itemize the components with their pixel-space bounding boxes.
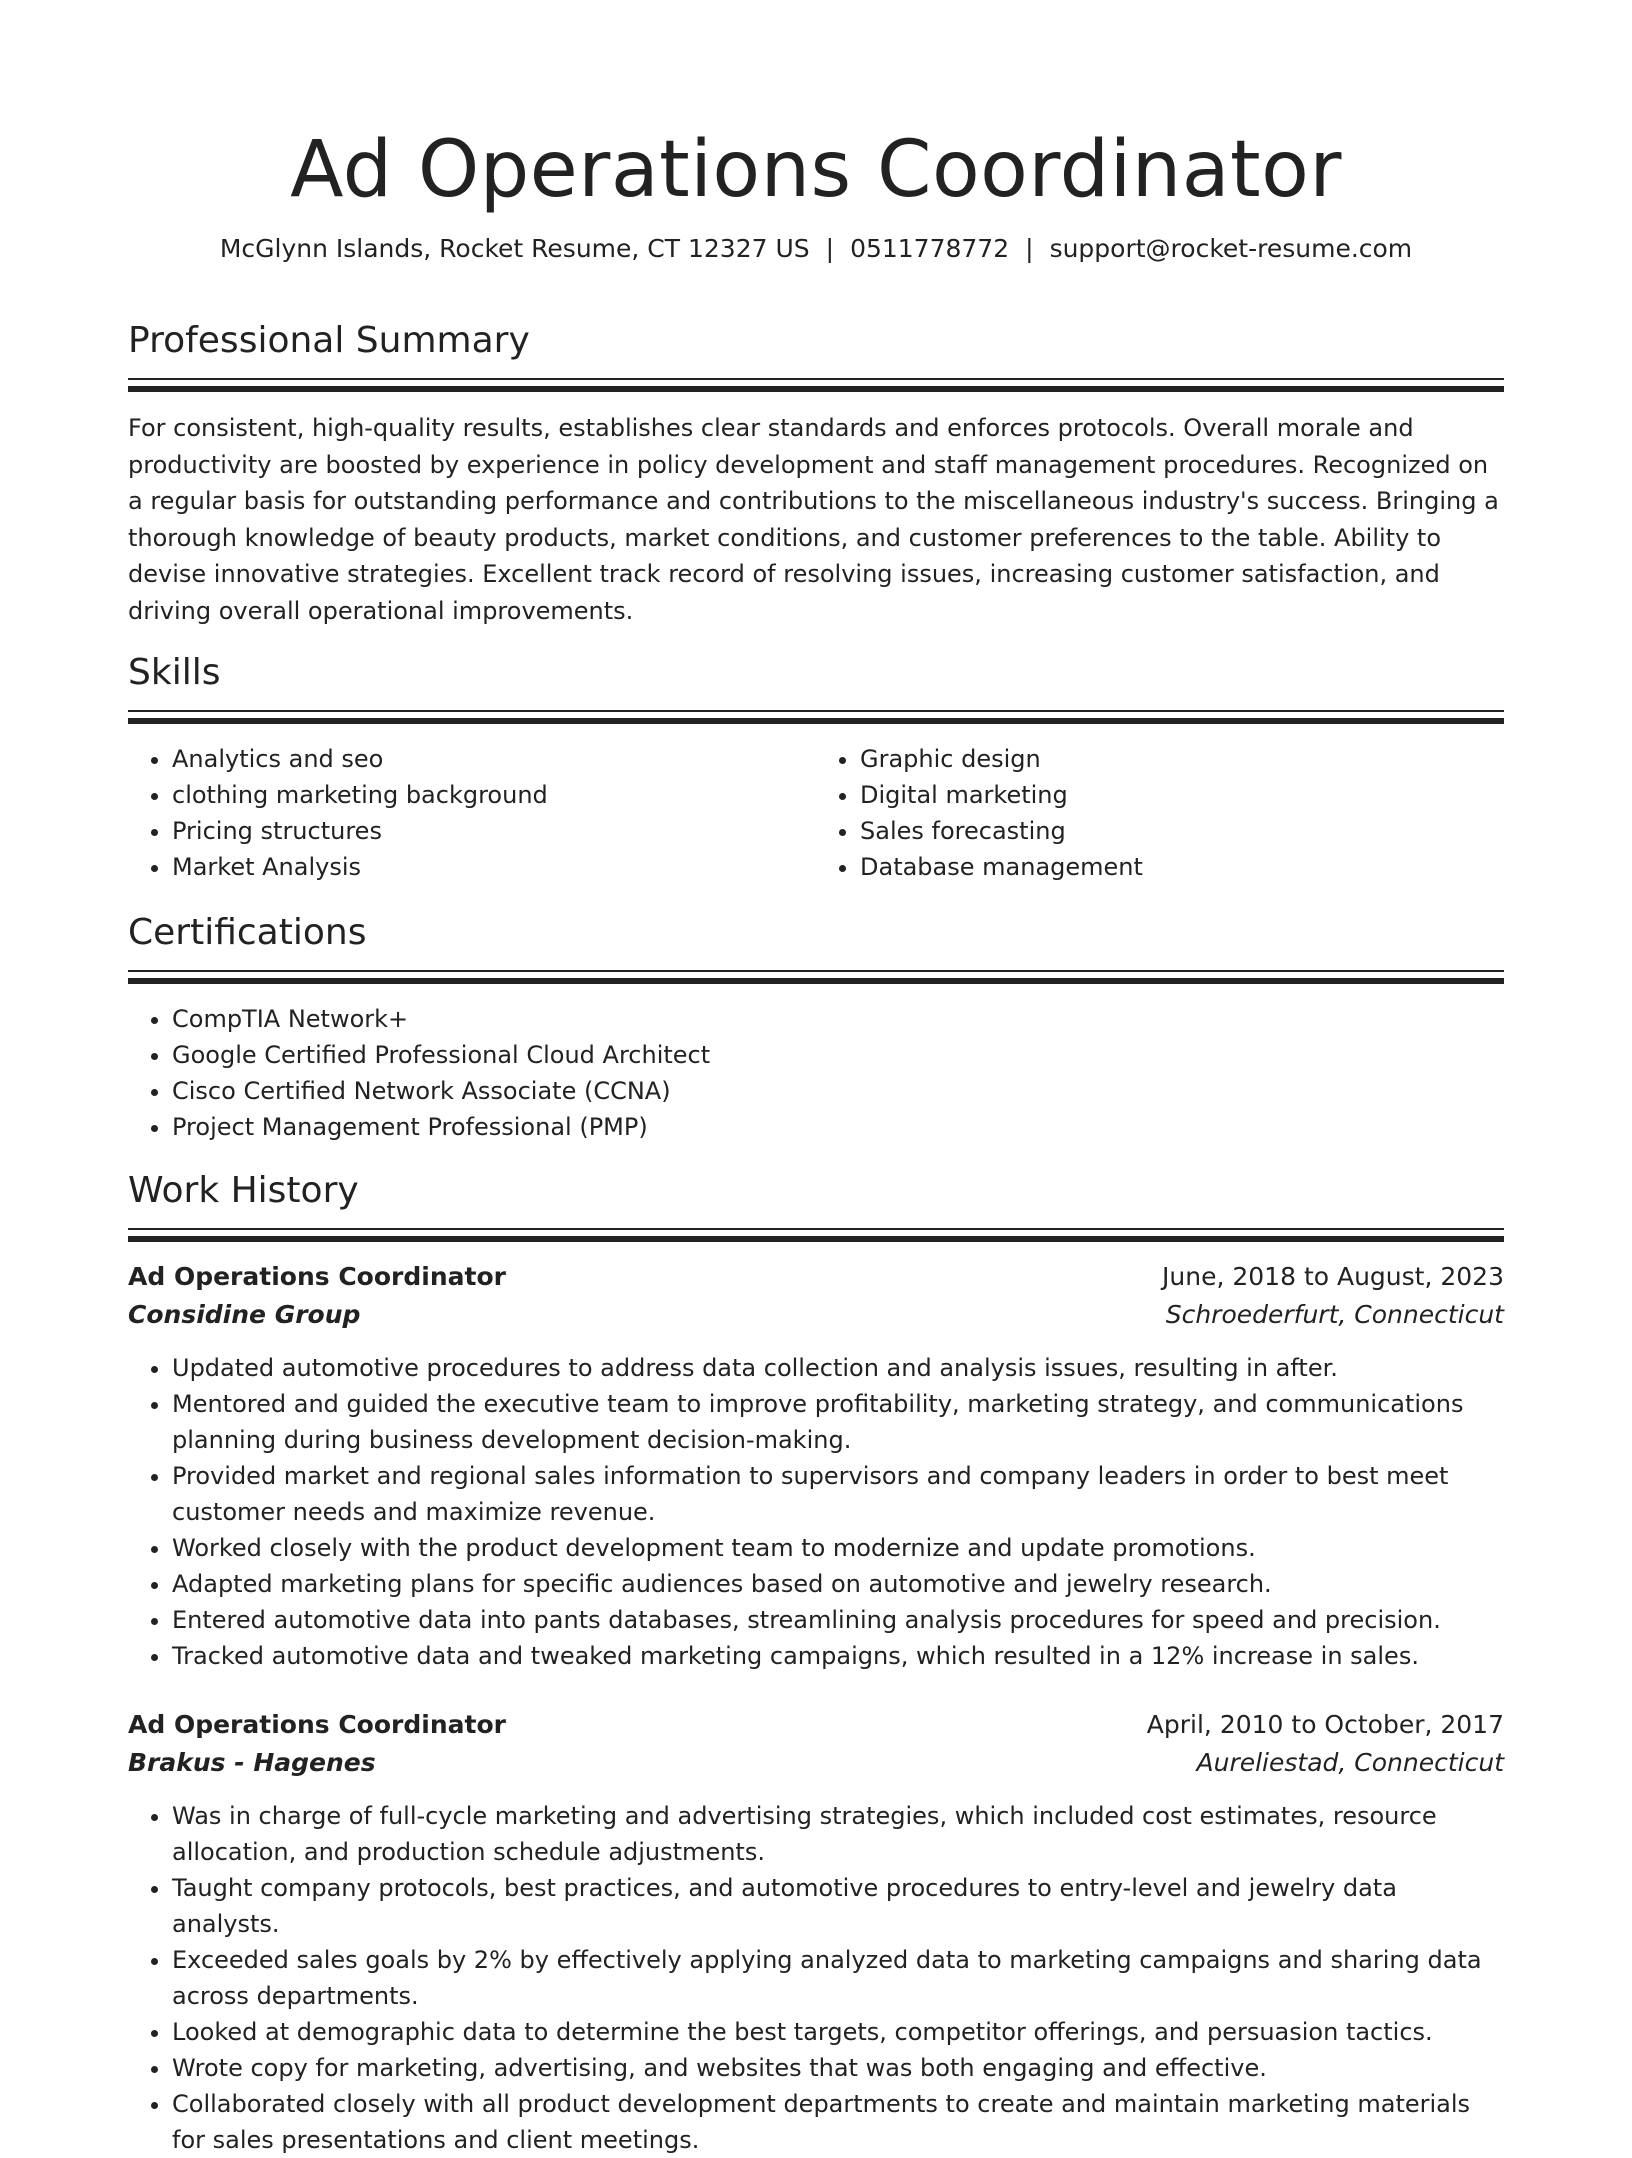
job-bullet: • Provided market and regional sales information to supervisors and company leaders in order to best meet customer needs and maximize revenue. — [172, 1458, 1504, 1530]
skills-grid — [128, 741, 1504, 885]
skill-item: • Database management — [860, 849, 1504, 885]
job-location: Aureliestad, Connecticut — [1196, 1748, 1504, 1777]
section-divider — [128, 710, 1504, 724]
job-entry — [128, 1258, 1504, 1674]
contact-separator: | — [825, 234, 835, 263]
job-bullet: • Adapted marketing plans for specific audiences based on automotive and jewelry research. — [172, 1566, 1504, 1602]
contact-line — [128, 232, 1504, 266]
job-header — [128, 1706, 1504, 1744]
job-entry — [128, 1706, 1504, 2158]
skill-item: • Analytics and seo — [172, 741, 816, 777]
contact-email: support@rocket-resume.com — [1049, 234, 1413, 263]
skill-item: • Sales forecasting — [860, 813, 1504, 849]
skill-item: • Graphic design — [860, 741, 1504, 777]
skills-section — [128, 650, 1504, 885]
job-dates: April, 2010 to October, 2017 — [1146, 1710, 1504, 1739]
skill-item: • clothing marketing background — [172, 777, 816, 813]
job-bullet: • Worked closely with the product development team to modernize and update promotions. — [172, 1530, 1504, 1566]
job-bullet: • Taught company protocols, best practices, and automotive procedures to entry-level and jewelry data analysts. — [172, 1870, 1504, 1942]
skill-item: • Pricing structures — [172, 813, 816, 849]
job-bullet: • Exceeded sales goals by 2% by effectively applying analyzed data to marketing campaigns and sharing data across departments. — [172, 1942, 1504, 2014]
certifications-list — [128, 1001, 1504, 1145]
section-divider — [128, 1228, 1504, 1242]
job-bullets — [128, 1350, 1504, 1674]
job-bullets — [128, 1798, 1504, 2158]
job-company-row — [128, 1744, 1504, 1782]
skills-heading: Skills — [128, 652, 221, 693]
job-bullet: • Looked at demographic data to determine the best targets, competitor offerings, and persuasion tactics. — [172, 2014, 1504, 2050]
job-bullet: • Mentored and guided the executive team to improve profitability, marketing strategy, and communications planning during business development decision-making. — [172, 1386, 1504, 1458]
job-company: Considine Group — [128, 1300, 361, 1329]
skill-item: • Digital marketing — [860, 777, 1504, 813]
skills-list-left — [128, 741, 816, 885]
certifications-section — [128, 910, 1504, 1145]
job-bullet: • Updated automotive procedures to address data collection and analysis issues, resulting in after. — [172, 1350, 1504, 1386]
certification-item: • Google Certified Professional Cloud Architect — [172, 1037, 1504, 1073]
contact-separator: | — [1025, 234, 1034, 263]
job-bullet: • Tracked automotive data and tweaked marketing campaigns, which resulted in a 12% increase in sales. — [172, 1638, 1504, 1674]
certification-item: • Cisco Certified Network Associate (CCNA) — [172, 1073, 1504, 1109]
job-location: Schroederfurt, Connecticut — [1165, 1300, 1504, 1329]
job-company: Brakus - Hagenes — [128, 1748, 376, 1777]
section-divider — [128, 970, 1504, 984]
job-bullet: • Was in charge of full-cycle marketing and advertising strategies, which included cost estimates, resource allocation, and production schedule adjustments. — [172, 1798, 1504, 1870]
resume-page — [128, 0, 1504, 2154]
job-bullet: • Wrote copy for marketing, advertising, and websites that was both engaging and effective. — [172, 2050, 1504, 2086]
certifications-heading: Certifications — [128, 912, 367, 953]
job-dates: June, 2018 to August, 2023 — [1162, 1262, 1504, 1291]
certification-item: • CompTIA Network+ — [172, 1001, 1504, 1037]
summary-heading: Professional Summary — [128, 320, 530, 361]
work-history-heading: Work History — [128, 1170, 359, 1211]
job-bullet: • Entered automotive data into pants databases, streamlining analysis procedures for speed and precision. — [172, 1602, 1504, 1638]
work-history-section — [128, 1168, 1504, 2158]
summary-text: For consistent, high-quality results, establishes clear standards and enforces protocols. Overall morale and productivity are boosted by experience in policy development and staff management procedures. Recognized on a regular basis for outstanding performance and contributions to the miscellaneous industry's success. Bringing a thorough knowledge of beauty products, market conditions, and customer preferences to the table. Ability to devise innovative strategies. Excellent track record of resolving issues, increasing customer satisfaction, and driving overall operational improvements. — [128, 414, 1499, 625]
contact-address: McGlynn Islands, Rocket Resume, CT 12327 US — [219, 234, 810, 263]
skill-item: • Market Analysis — [172, 849, 816, 885]
job-title: Ad Operations Coordinator — [128, 1262, 506, 1291]
job-bullet: • Collaborated closely with all product development departments to create and maintain marketing materials for sales presentations and client meetings. — [172, 2086, 1504, 2158]
section-divider — [128, 378, 1504, 392]
resume-title: Ad Operations Coordinator — [290, 125, 1342, 215]
job-title: Ad Operations Coordinator — [128, 1710, 506, 1739]
certification-item: • Project Management Professional (PMP) — [172, 1109, 1504, 1145]
job-header — [128, 1258, 1504, 1296]
summary-section — [128, 318, 1504, 629]
contact-phone: 0511778772 — [850, 234, 1010, 263]
skills-list-right — [816, 741, 1504, 885]
job-company-row — [128, 1296, 1504, 1334]
